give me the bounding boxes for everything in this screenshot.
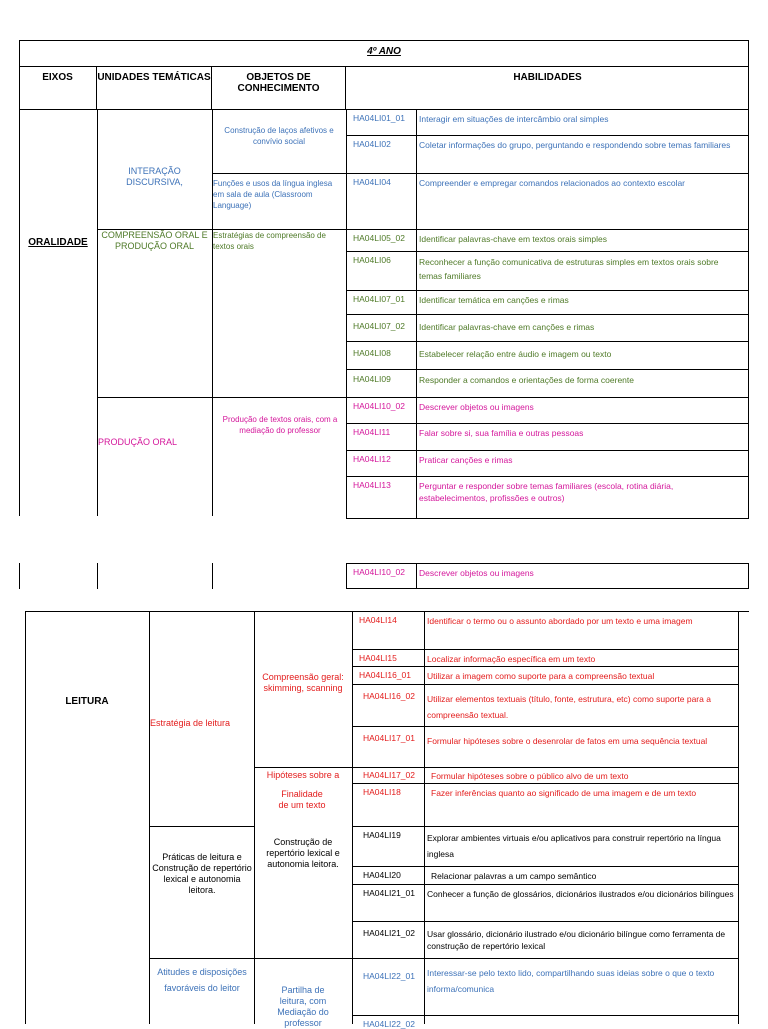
object-estrategias: Estratégias de compreensão de textos orais [213,231,326,251]
col-line [212,563,213,589]
skill-text: Localizar informação específica em um texto [427,654,596,664]
skill-text: Interagir em situações de intercâmbio oral simples [419,114,609,124]
unit-estrategia: Estratégia de leitura [150,718,231,728]
skill-code: HA04LI21_01 [363,888,415,898]
skill-text: Falar sobre si, sua família e outras pessoas [419,428,584,438]
skill-code: HA04LI10_02 [353,567,405,577]
unit-producao: PRODUÇÃO ORAL [98,437,178,447]
skill-code: HA04LI17_01 [363,733,415,743]
skill-text: Perguntar e responder sobre temas familiares (escola, rotina diária, estabelecimentos, profissões e outros) [419,481,674,503]
skill-code: HA04LI18 [363,787,401,797]
object-construcao: Construção de repertório lexical e autonomia leitora. [266,837,340,869]
skill-code: HA04LI16_01 [359,670,411,680]
skill-text: Estabelecer relação entre áudio e imagem ou texto [419,349,612,359]
skill-code: HA04LI17_02 [363,770,415,780]
skill-text: Utilizar elementos textuais (título, fonte, estrutura, etc) como suporte para a compreensão textual. [427,694,711,720]
skill-code: HA04LI05_02 [353,233,405,243]
title-row [19,40,749,67]
skill-text: Formular hipóteses sobre o público alvo de um texto [431,771,629,781]
skill-code: HA04LI22_01 [363,971,415,981]
unit-interacao: INTERAÇÃO DISCURSIVA, [126,166,183,187]
skill-text: Identificar palavras-chave em textos orais simples [419,234,608,244]
header-habilidades: HABILIDADES [513,72,582,83]
skill-text: Descrever objetos ou imagens [419,568,534,578]
header-unidades: UNIDADES TEMÁTICAS [97,67,212,110]
object-producao: Produção de textos orais, com a mediação do professor [222,415,338,435]
col-line [19,563,20,589]
skill-code: HA04LI10_02 [353,401,405,411]
header-eixos: EIXOS [19,67,97,110]
skill-text: Utilizar a imagem como suporte para a compreensão textual [427,671,655,681]
object-cell [212,230,346,398]
unit-atitudes: Atitudes e disposições favoráveis do leitor [157,967,247,993]
skill-text: Identificar palavras-chave em canções e rimas [419,322,595,332]
skill-text: Reconhecer a função comunicativa de estruturas simples em textos orais sobre temas familiares [419,257,719,281]
skill-code: HA04LI12 [353,454,391,464]
skill-code: HA04LI16_02 [363,691,415,701]
skill-code: HA04LI04 [353,177,391,187]
skill-text: Fazer inferências quanto ao significado de uma imagem e de um texto [431,788,697,798]
skill-text: Identificar o termo ou o assunto abordado por um texto e uma imagem [427,616,693,626]
skill-text: Identificar temática em canções e rimas [419,295,569,305]
skill-code: HA04LI21_02 [363,928,415,938]
header-objetos: OBJETOS DE CONHECIMENTO [212,67,346,110]
unit-cell [97,230,212,398]
col-line [97,563,98,589]
skill-code: HA04LI22_02 [363,1019,415,1029]
skill-code: HA04LI13 [353,480,391,490]
object-compreensao: Compreensão geral: skimming, scanning [262,672,344,693]
unit-compreensao: COMPREENSÃO ORAL E PRODUÇÃO ORAL [101,230,208,251]
skill-text: Coletar informações do grupo, perguntando e respondendo sobre temas familiares [419,140,731,150]
eixo-oralidade: ORALIDADE [28,237,88,248]
skill-code: HA04LI15 [359,653,397,663]
skill-text: Formular hipóteses sobre o desenrolar de fatos em uma sequência textual [427,736,708,746]
skill-code: HA04LI08 [353,348,391,358]
skill-text: Conhecer a função de glossários, dicionários ilustrados e/ou dicionários bilíngues [427,889,734,899]
row-border [346,477,347,519]
skill-code: HA04LI20 [363,870,401,880]
eixo-leitura: LEITURA [65,696,109,707]
skill-code: HA04LI14 [359,615,397,625]
object-lacos: Construção de laços afetivos e convívio social [224,126,334,146]
skill-text: Interessar-se pelo texto lido, compartilhando suas ideias sobre o que o texto informa/comunica [427,968,715,994]
skill-code: HA04LI09 [353,374,391,384]
skill-code: HA04LI07_01 [353,294,405,304]
skill-text: Explorar ambientes virtuais e/ou aplicativos para construir repertório na língua inglesa [427,833,721,859]
object-partilha: Partilha de leitura, com Mediação do professor [277,985,329,1028]
skill-code: HA04LI19 [363,830,401,840]
skill-code: HA04LI06 [353,255,391,265]
skill-text: Compreender e empregar comandos relacionados ao contexto escolar [419,178,686,188]
skill-text: Descrever objetos ou imagens [419,402,534,412]
skill-code: HA04LI11 [353,427,391,437]
object-hipoteses: Hipóteses sobre a [266,770,340,780]
skill-text: Usar glossário, dicionário ilustrado e/ou dicionário bilíngue como ferramenta de construção de repertório lexical [427,929,726,951]
skill-code: HA04LI01_01 [353,113,405,123]
skill-text: Relacionar palavras a um campo semântico [431,871,597,881]
page-title: 4º ANO [367,46,401,57]
skill-code: HA04LI07_02 [353,321,405,331]
skill-text: Praticar canções e rimas [419,455,513,465]
row-border [748,477,749,519]
skill-text: Responder a comandos e orientações de forma coerente [419,375,634,385]
skill-code: HA04LI02 [353,139,391,149]
unit-praticas: Práticas de leitura e Construção de repertório lexical e autonomia leitora. [152,852,252,895]
object-finalidade: Finalidade de um texto [278,789,326,810]
object-funcoes: Funções e usos da língua inglesa em sala de aula (Classroom Language) [213,179,333,210]
